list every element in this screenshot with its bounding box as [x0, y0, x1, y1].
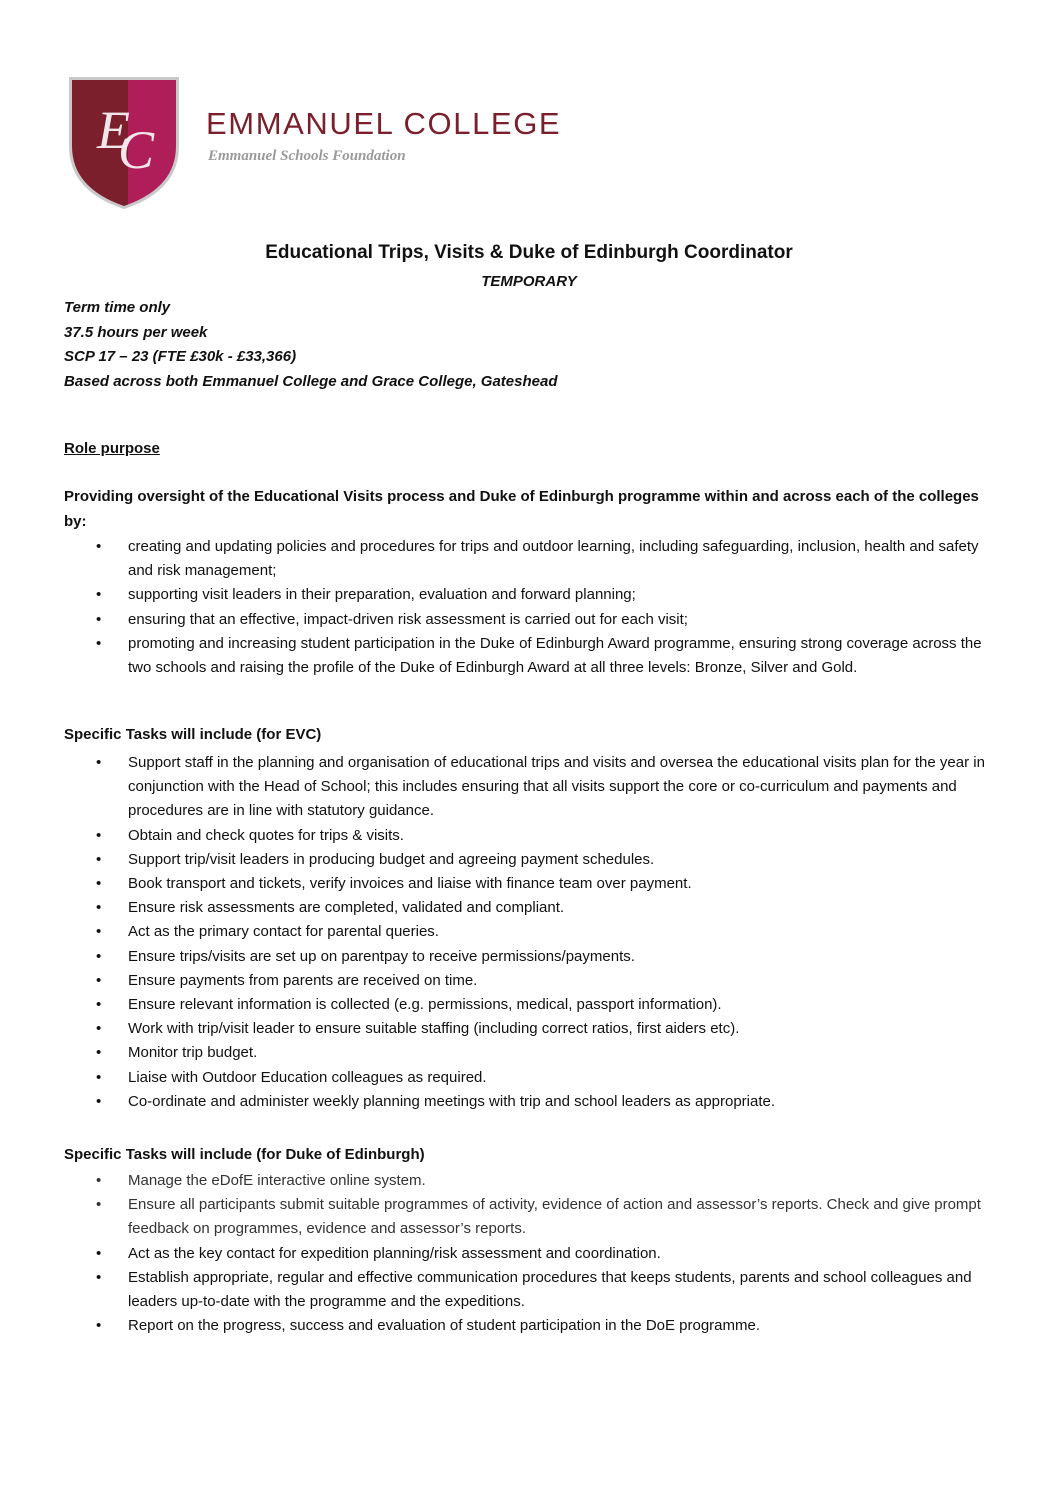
- list-item: • Ensure all participants submit suitable programmes of activity, evidence of action and assessor’s reports. Check and give prompt feedback on programmes, evidence and assessor’s reports.: [64, 1193, 1004, 1241]
- foundation-name: Emmanuel Schools Foundation: [208, 148, 406, 164]
- list-item: • supporting visit leaders in their preparation, evaluation and forward planning;: [64, 583, 1004, 607]
- list-item: • Ensure risk assessments are completed, validated and compliant.: [64, 896, 1004, 920]
- list-item: • Establish appropriate, regular and effective communication procedures that keeps students, parents and school colleagues and leaders up-to-date with the programme and the expeditions.: [64, 1266, 1004, 1314]
- list-item: • Ensure relevant information is collected (e.g. permissions, medical, passport information).: [64, 993, 1004, 1017]
- list-item: • Book transport and tickets, verify invoices and liaise with finance team over payment.: [64, 872, 1004, 896]
- detail-location: Based across both Emmanuel College and Grace College, Gateshead: [64, 372, 558, 390]
- list-item: • Work with trip/visit leader to ensure suitable staffing (including correct ratios, first aiders etc).: [64, 1017, 1004, 1041]
- college-name: EMMANUEL COLLEGE: [206, 106, 562, 141]
- role-purpose-heading: Role purpose: [64, 440, 160, 457]
- detail-salary: SCP 17 – 23 (FTE £30k - £33,366): [64, 348, 297, 365]
- evc-tasks-list: [64, 751, 1004, 1114]
- logo-monogram-e: E: [97, 100, 130, 160]
- job-details: [64, 296, 558, 394]
- list-item: • Obtain and check quotes for trips & visits.: [64, 824, 1004, 848]
- list-item: • Co-ordinate and administer weekly planning meetings with trip and school leaders as appropriate.: [64, 1090, 1004, 1114]
- list-item: • Act as the primary contact for parental queries.: [64, 920, 1004, 944]
- list-item: • Liaise with Outdoor Education colleagues as required.: [64, 1066, 1004, 1090]
- document-subtitle: TEMPORARY: [481, 273, 577, 290]
- list-item: • Ensure trips/visits are set up on parentpay to receive permissions/payments.: [64, 945, 1004, 969]
- list-item: • Support staff in the planning and organisation of educational trips and visits and oversea the educational visits plan for the year in conjunction with the Head of School; this includes ensuring that all visits support the core or co-curriculum and payments and procedures are in line with statutory guidance.: [64, 751, 1004, 824]
- doe-tasks-list: [64, 1169, 1004, 1338]
- list-item: • promoting and increasing student participation in the Duke of Edinburgh Award programme, ensuring strong coverage across the two schools and raising the profile of the Duke of Edinburgh Award at all three levels: Bronze, Silver and Gold.: [64, 632, 1004, 680]
- list-item: • Report on the progress, success and evaluation of student participation in the DoE programme.: [64, 1314, 1004, 1338]
- document-title: Educational Trips, Visits & Duke of Edinburgh Coordinator: [265, 242, 793, 263]
- list-item: • Act as the key contact for expedition planning/risk assessment and coordination.: [64, 1242, 1004, 1266]
- emmanuel-college-shield-logo: [66, 76, 182, 210]
- list-item: • creating and updating policies and procedures for trips and outdoor learning, including safeguarding, inclusion, health and safety and risk management;: [64, 535, 1004, 583]
- list-item: • Support trip/visit leaders in producing budget and agreeing payment schedules.: [64, 848, 1004, 872]
- logo-monogram-c: C: [118, 120, 155, 180]
- evc-tasks-heading: Specific Tasks will include (for EVC): [64, 726, 322, 743]
- detail-term: Term time only: [64, 299, 171, 316]
- list-item: • Manage the eDofE interactive online system.: [64, 1169, 1004, 1193]
- doe-tasks-heading: Specific Tasks will include (for Duke of Edinburgh): [64, 1146, 425, 1163]
- list-item: • Monitor trip budget.: [64, 1041, 1004, 1065]
- role-purpose-intro: Providing oversight of the Educational Visits process and Duke of Edinburgh programme within and across each of the colleges by:: [64, 488, 979, 530]
- list-item: • ensuring that an effective, impact-driven risk assessment is carried out for each visit;: [64, 608, 1004, 632]
- list-item: • Ensure payments from parents are received on time.: [64, 969, 1004, 993]
- detail-hours: 37.5 hours per week: [64, 323, 208, 341]
- role-purpose-list: [64, 535, 1004, 680]
